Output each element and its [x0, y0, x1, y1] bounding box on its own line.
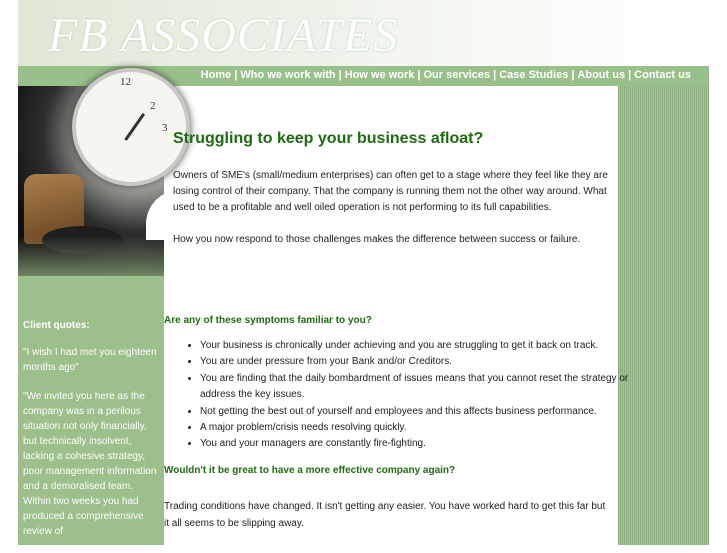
client-quote: "We invited you here as the company was in a perilous situation not only financially, but technically insolvent, lacking a cohesive strategy, poor management information and a demoralised team. Within two weeks you had produced a comprehensive review of [23, 391, 157, 537]
nav-home[interactable]: Home [200, 69, 232, 81]
list-item: • Not getting the best out of yourself and employees and this affects business performance. [200, 404, 644, 420]
nav-who-we-work-with[interactable]: Who we work with [240, 69, 336, 81]
client-quotes [23, 318, 163, 553]
nav-about-us[interactable]: About us [577, 69, 626, 81]
nav-separator: | [234, 69, 238, 81]
client-quote: "I wish I had met you eighteen months ago" [23, 347, 157, 373]
nav-separator: | [628, 69, 632, 81]
site-header [18, 0, 709, 66]
effective-company-heading: Wouldn't it be great to have a more effective company again? [164, 465, 456, 476]
left-sidebar [18, 76, 168, 545]
clock-number: 3 [162, 122, 168, 134]
intro-text [173, 168, 613, 264]
symptoms-heading: Are any of these symptoms familiar to you? [164, 315, 372, 326]
nav-our-services[interactable]: Our services [423, 69, 491, 81]
nav-separator: | [338, 69, 342, 81]
list-item: • You and your managers are constantly fire-fighting. [200, 436, 644, 452]
intro-paragraph: How you now respond to those challenges makes the difference between success or failure. [173, 234, 581, 245]
list-item: • A major problem/crisis needs resolving quickly. [200, 420, 644, 436]
list-item: • You are finding that the daily bombardment of issues means that you cannot reset the strategy or address the key issues. [200, 371, 644, 404]
symptoms-list [164, 338, 644, 453]
trading-paragraph: Trading conditions have changed. It isn't getting any easier. You have worked hard to get this far but it all seems to be slipping away. [164, 501, 606, 529]
clock-number: 12 [120, 76, 131, 88]
intro-paragraph: Owners of SME's (small/medium enterprises) can often get to a stage where they feel like they are losing control of their company. That the company is running them not the other way around. What used to be a profitable and well oiled operation is not performing to its full capabilities. [173, 170, 608, 213]
site-logo[interactable]: FB ASSOCIATES [48, 9, 399, 62]
clock-number: 2 [150, 100, 156, 112]
quotes-heading: Client quotes: [23, 320, 90, 331]
photo-fade [18, 236, 164, 296]
nav-separator: | [417, 69, 421, 81]
list-item: • Your business is chronically under achieving and you are struggling to get it back on track. [200, 338, 644, 354]
nav-links [201, 69, 691, 81]
nav-case-studies[interactable]: Case Studies [499, 69, 569, 81]
clock-chair-photo [18, 76, 168, 276]
nav-contact-us[interactable]: Contact us [634, 69, 691, 81]
right-sidebar [618, 86, 709, 545]
nav-separator: | [571, 69, 575, 81]
nav-how-we-work[interactable]: How we work [344, 69, 415, 81]
nav-separator: | [493, 69, 497, 81]
main-content [164, 86, 629, 545]
list-item: • You are under pressure from your Bank and/or Creditors. [200, 354, 644, 370]
page-title: Struggling to keep your business afloat? [173, 130, 484, 147]
